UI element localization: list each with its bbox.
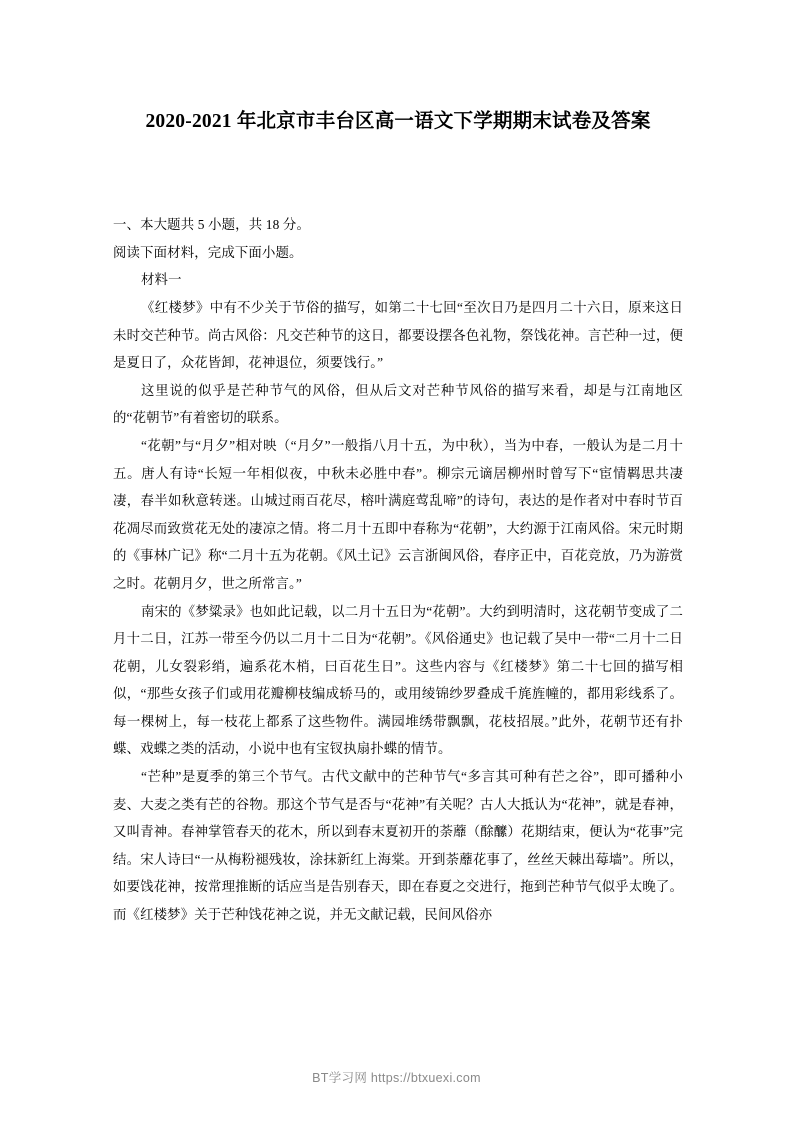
reading-instruction: 阅读下面材料，完成下面小题。 xyxy=(113,244,303,260)
section-heading: 一、本大题共 5 小题，共 18 分。 xyxy=(113,217,311,233)
page-title: 2020-2021 年北京市丰台区高一语文下学期期末试卷及答案 xyxy=(145,111,651,132)
body-paragraph: “花朝”与“月夕”相对映（“月夕”一般指八月十五，为中秋），当为中春，一般认为是二月十五。唐人有诗“长短一年相似夜，中秋未必胜中春”。柳宗元谪居柳州时曾写下“宦情羁思共凄凄，春半如秋意转迷。山城过雨百花尽，榕叶满庭莺乱啼”的诗句，表达的是作者对中春时节百花凋尽而致赏花无处的凄凉之情。将二月十五即中春称为“花朝”，大约源于江南风俗。宋元时期的《事林广记》称“二月十五为花朝。《风土记》云言浙闽风俗，春序正中，百花竞放，乃为游赏之时。花朝月夕，世之所常言。” xyxy=(113,437,683,591)
material-label: 材料一 xyxy=(141,272,182,288)
page-footer: BT学习网 https://btxuexi.com xyxy=(312,1071,481,1085)
document-body xyxy=(113,211,683,928)
body-paragraph: “芒种”是夏季的第三个节气。古代文献中的芒种节气“多言其可种有芒之谷”，即可播种小麦、大麦之类有芒的谷物。那这个节气是否与“花神”有关呢？古人大抵认为“花神”，就是春神，又叫青神。春神掌管春天的花木，所以到春末夏初开的荼蘼（酴醿）花期结束，便认为“花事”完结。宋人诗曰“一从梅粉褪残妆，涂抹新红上海棠。开到荼蘼花事了，丝丝天棘出莓墙”。所以，如要饯花神，按常理推断的话应当是告别春天，即在春夏之交进行，拖到芒种节气似乎太晚了。而《红楼梦》关于芒种饯花神之说，并无文献记载，民间风俗亦 xyxy=(113,769,683,923)
body-paragraph: 南宋的《梦粱录》也如此记载，以二月十五日为“花朝”。大约到明清时，这花朝节变成了二月十二日，江苏一带至今仍以二月十二日为“花朝”。《风俗通史》也记载了吴中一带“二月十二日花朝，儿女裂彩绡，遍系花木梢，曰百花生日”。这些内容与《红楼梦》第二十七回的描写相似，“那些女孩子们或用花瓣柳枝编成轿马的，或用绫锦纱罗叠成千旄旌幢的，都用彩线系了。每一棵树上，每一枝花上都系了这些物件。满园堆绣带飘飘，花枝招展。”此外，花朝节还有扑蝶、戏蝶之类的活动，小说中也有宝钗执扇扑蝶的情节。 xyxy=(113,603,683,757)
body-paragraph: 这里说的似乎是芒种节气的风俗，但从后文对芒种节风俗的描写来看，却是与江南地区的“花朝节”有着密切的联系。 xyxy=(113,382,683,426)
body-paragraph: 《红楼梦》中有不少关于节俗的描写，如第二十七回“至次日乃是四月二十六日，原来这日未时交芒种节。尚古风俗：凡交芒种节的这日，都要设摆各色礼物，祭饯花神。言芒种一过，便是夏日了，众花皆卸，花神退位，须要饯行。” xyxy=(113,299,683,371)
